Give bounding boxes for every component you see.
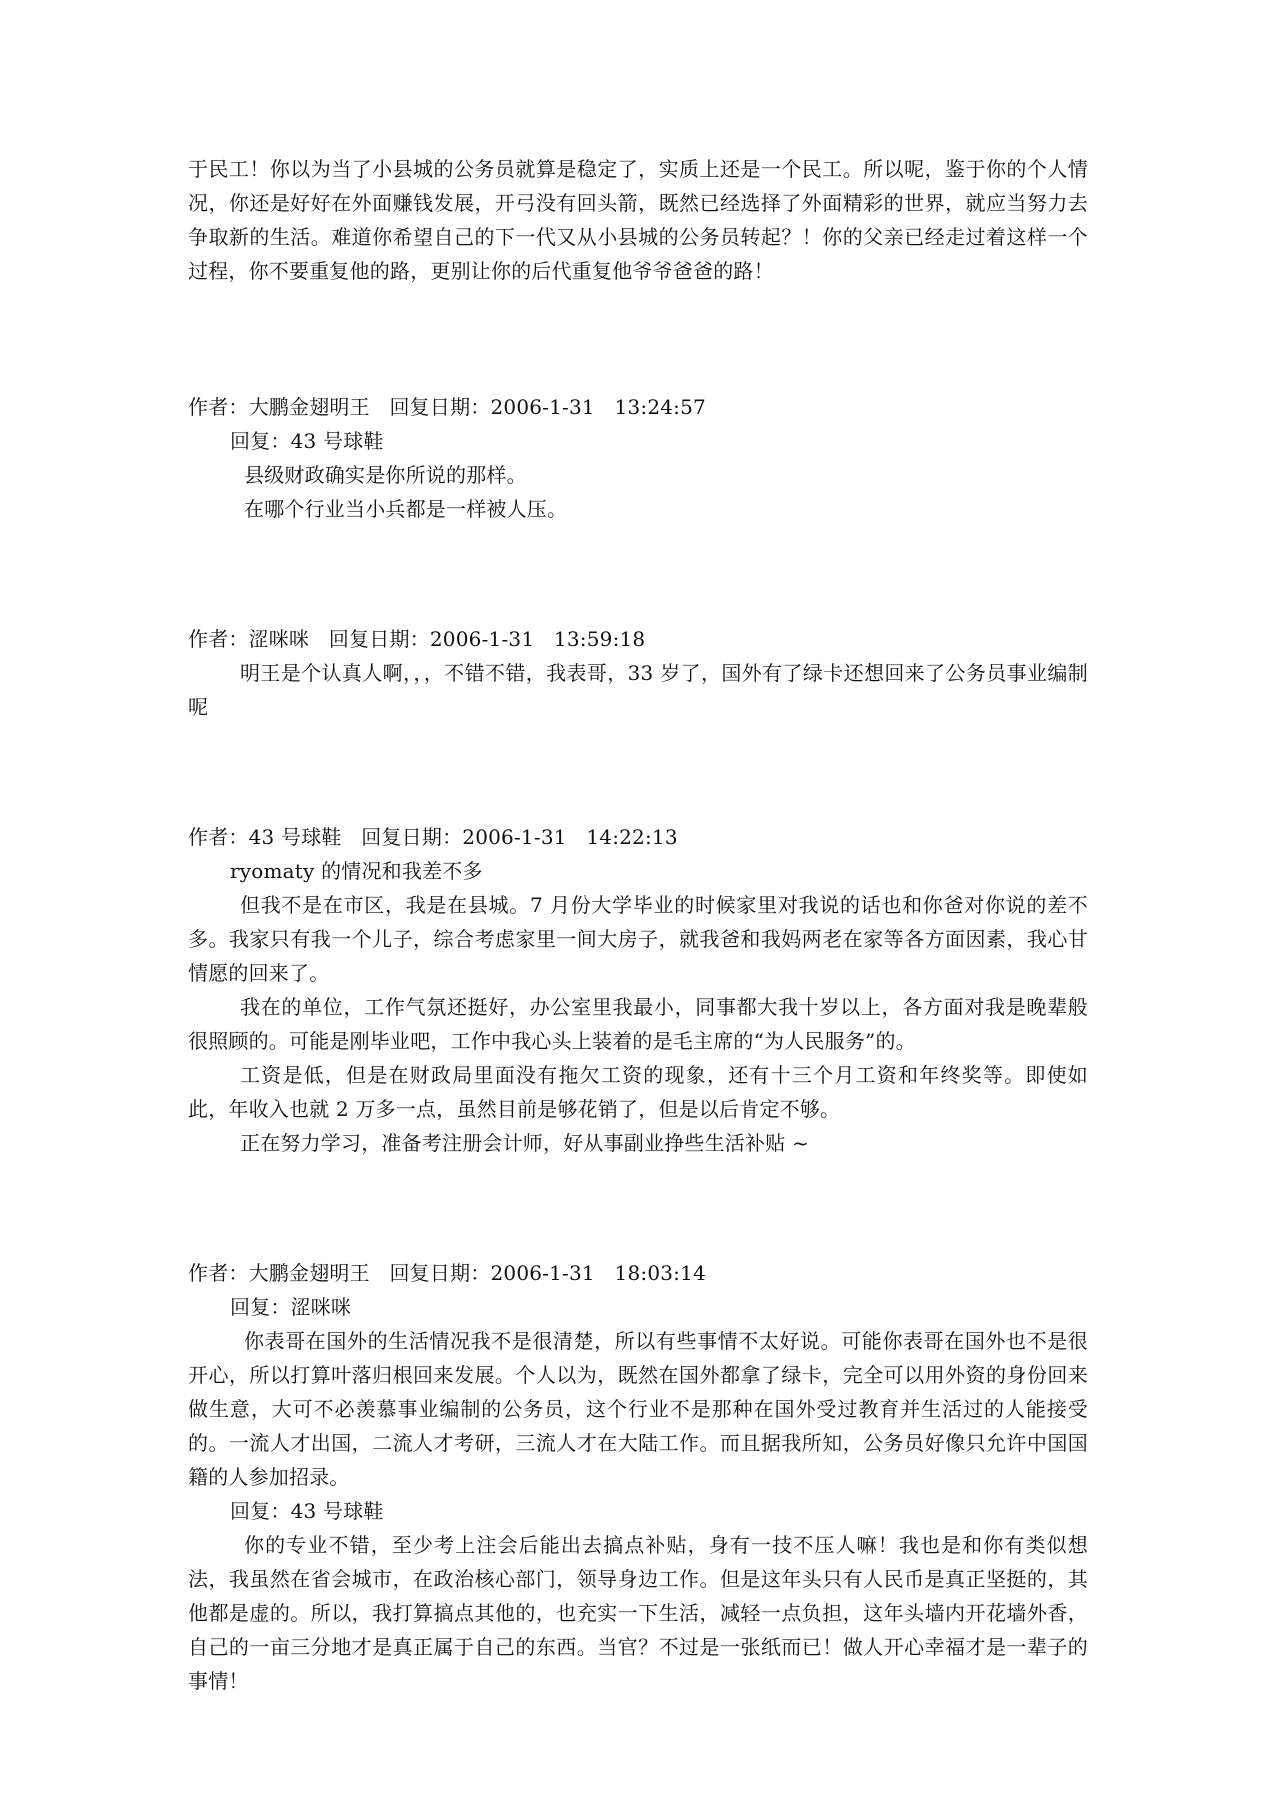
opening-paragraph: 于民工！你以为当了小县城的公务员就算是稳定了，实质上还是一个民工。所以呢，鉴于你的个人情况，你还是好好在外面赚钱发展，开弓没有回头箭，既然已经选择了外面精彩的世界，就应当努力去争取新的生活。难道你希望自己的下一代又从小县城的公务员转起？！你的父亲已经走过着这样一个过程，你不要重复他的路，更别让你的后代重复他爷爷爸爸的路！ xyxy=(188,157,1088,283)
section-gap xyxy=(188,1160,1088,1256)
post-paragraph: 但我不是在市区，我是在县城。7 月份大学毕业的时候家里对我说的话也和你爸对你说的差不多。我家只有我一个儿子，综合考虑家里一间大房子，就我爸和我妈两老在家等各方面因素，我心甘情愿的回来了。 xyxy=(188,893,1088,985)
reply-post-3 xyxy=(188,820,1088,1160)
post-paragraph: 我在的单位，工作气氛还挺好，办公室里我最小，同事都大我十岁以上，各方面对我是晚辈般很照顾的。可能是刚毕业吧，工作中我心头上装着的是毛主席的“为人民服务”的。 xyxy=(188,995,1088,1053)
post-reply-to: ryomaty 的情况和我差不多 xyxy=(230,859,483,883)
post-body: 你表哥在国外的生活情况我不是很清楚，所以有些事情不太好说。可能你表哥在国外也不是很开心，所以打算叶落归根回来发展。个人以为，既然在国外都拿了绿卡，完全可以用外资的身份回来做生意，大可不必羡慕事业编制的公务员，这个行业不是那种在国外受过教育并生活过的人能接受的。一流人才出国，二流人才考研，三流人才在大陆工作。而且据我所知，公务员好像只允许中国国籍的人参加招录。 xyxy=(188,1329,1088,1489)
post-reply-to-second: 回复：43 号球鞋 xyxy=(230,1499,384,1523)
section-gap xyxy=(188,526,1088,622)
reply-post-1 xyxy=(188,390,1088,526)
post-header: 作者：43 号球鞋 回复日期：2006-1-31 14:22:13 xyxy=(188,825,678,849)
post-header: 作者：大鹏金翅明王 回复日期：2006-1-31 13:24:57 xyxy=(188,395,706,419)
post-reply-to: 回复：涩咪咪 xyxy=(230,1295,352,1319)
reply-post-2 xyxy=(188,622,1088,724)
post-paragraph: 正在努力学习，准备考注册会计师，好从事副业挣些生活补贴 ~ xyxy=(240,1131,809,1155)
post-body-second: 你的专业不错，至少考上注会后能出去搞点补贴，身有一技不压人嘛！我也是和你有类似想法，我虽然在省会城市，在政治核心部门，领导身边工作。但是这年头只有人民币是真正坚挺的，其他都是虚的。所以，我打算搞点其他的，也充实一下生活，减轻一点负担，这年头墙内开花墙外香，自己的一亩三分地才是真正属于自己的东西。当官？不过是一张纸而已！做人开心幸福才是一辈子的事情！ xyxy=(188,1533,1088,1693)
reply-post-4 xyxy=(188,1256,1088,1698)
post-header: 作者：大鹏金翅明王 回复日期：2006-1-31 18:03:14 xyxy=(188,1261,706,1285)
post-line: 县级财政确实是你所说的那样。 xyxy=(244,463,527,487)
post-line: 在哪个行业当小兵都是一样被人压。 xyxy=(244,497,568,521)
post-reply-to: 回复：43 号球鞋 xyxy=(230,429,384,453)
page-content xyxy=(188,152,1088,1698)
section-gap xyxy=(188,288,1088,390)
post-header: 作者：涩咪咪 回复日期：2006-1-31 13:59:18 xyxy=(188,627,646,651)
section-gap xyxy=(188,724,1088,820)
post-body: 明王是个认真人啊，，，不错不错，我表哥，33 岁了，国外有了绿卡还想回来了公务员事业编制呢 xyxy=(188,661,1088,719)
post-paragraph: 工资是低，但是在财政局里面没有拖欠工资的现象，还有十三个月工资和年终奖等。即使如此，年收入也就 2 万多一点，虽然目前是够花销了，但是以后肯定不够。 xyxy=(188,1063,1088,1121)
